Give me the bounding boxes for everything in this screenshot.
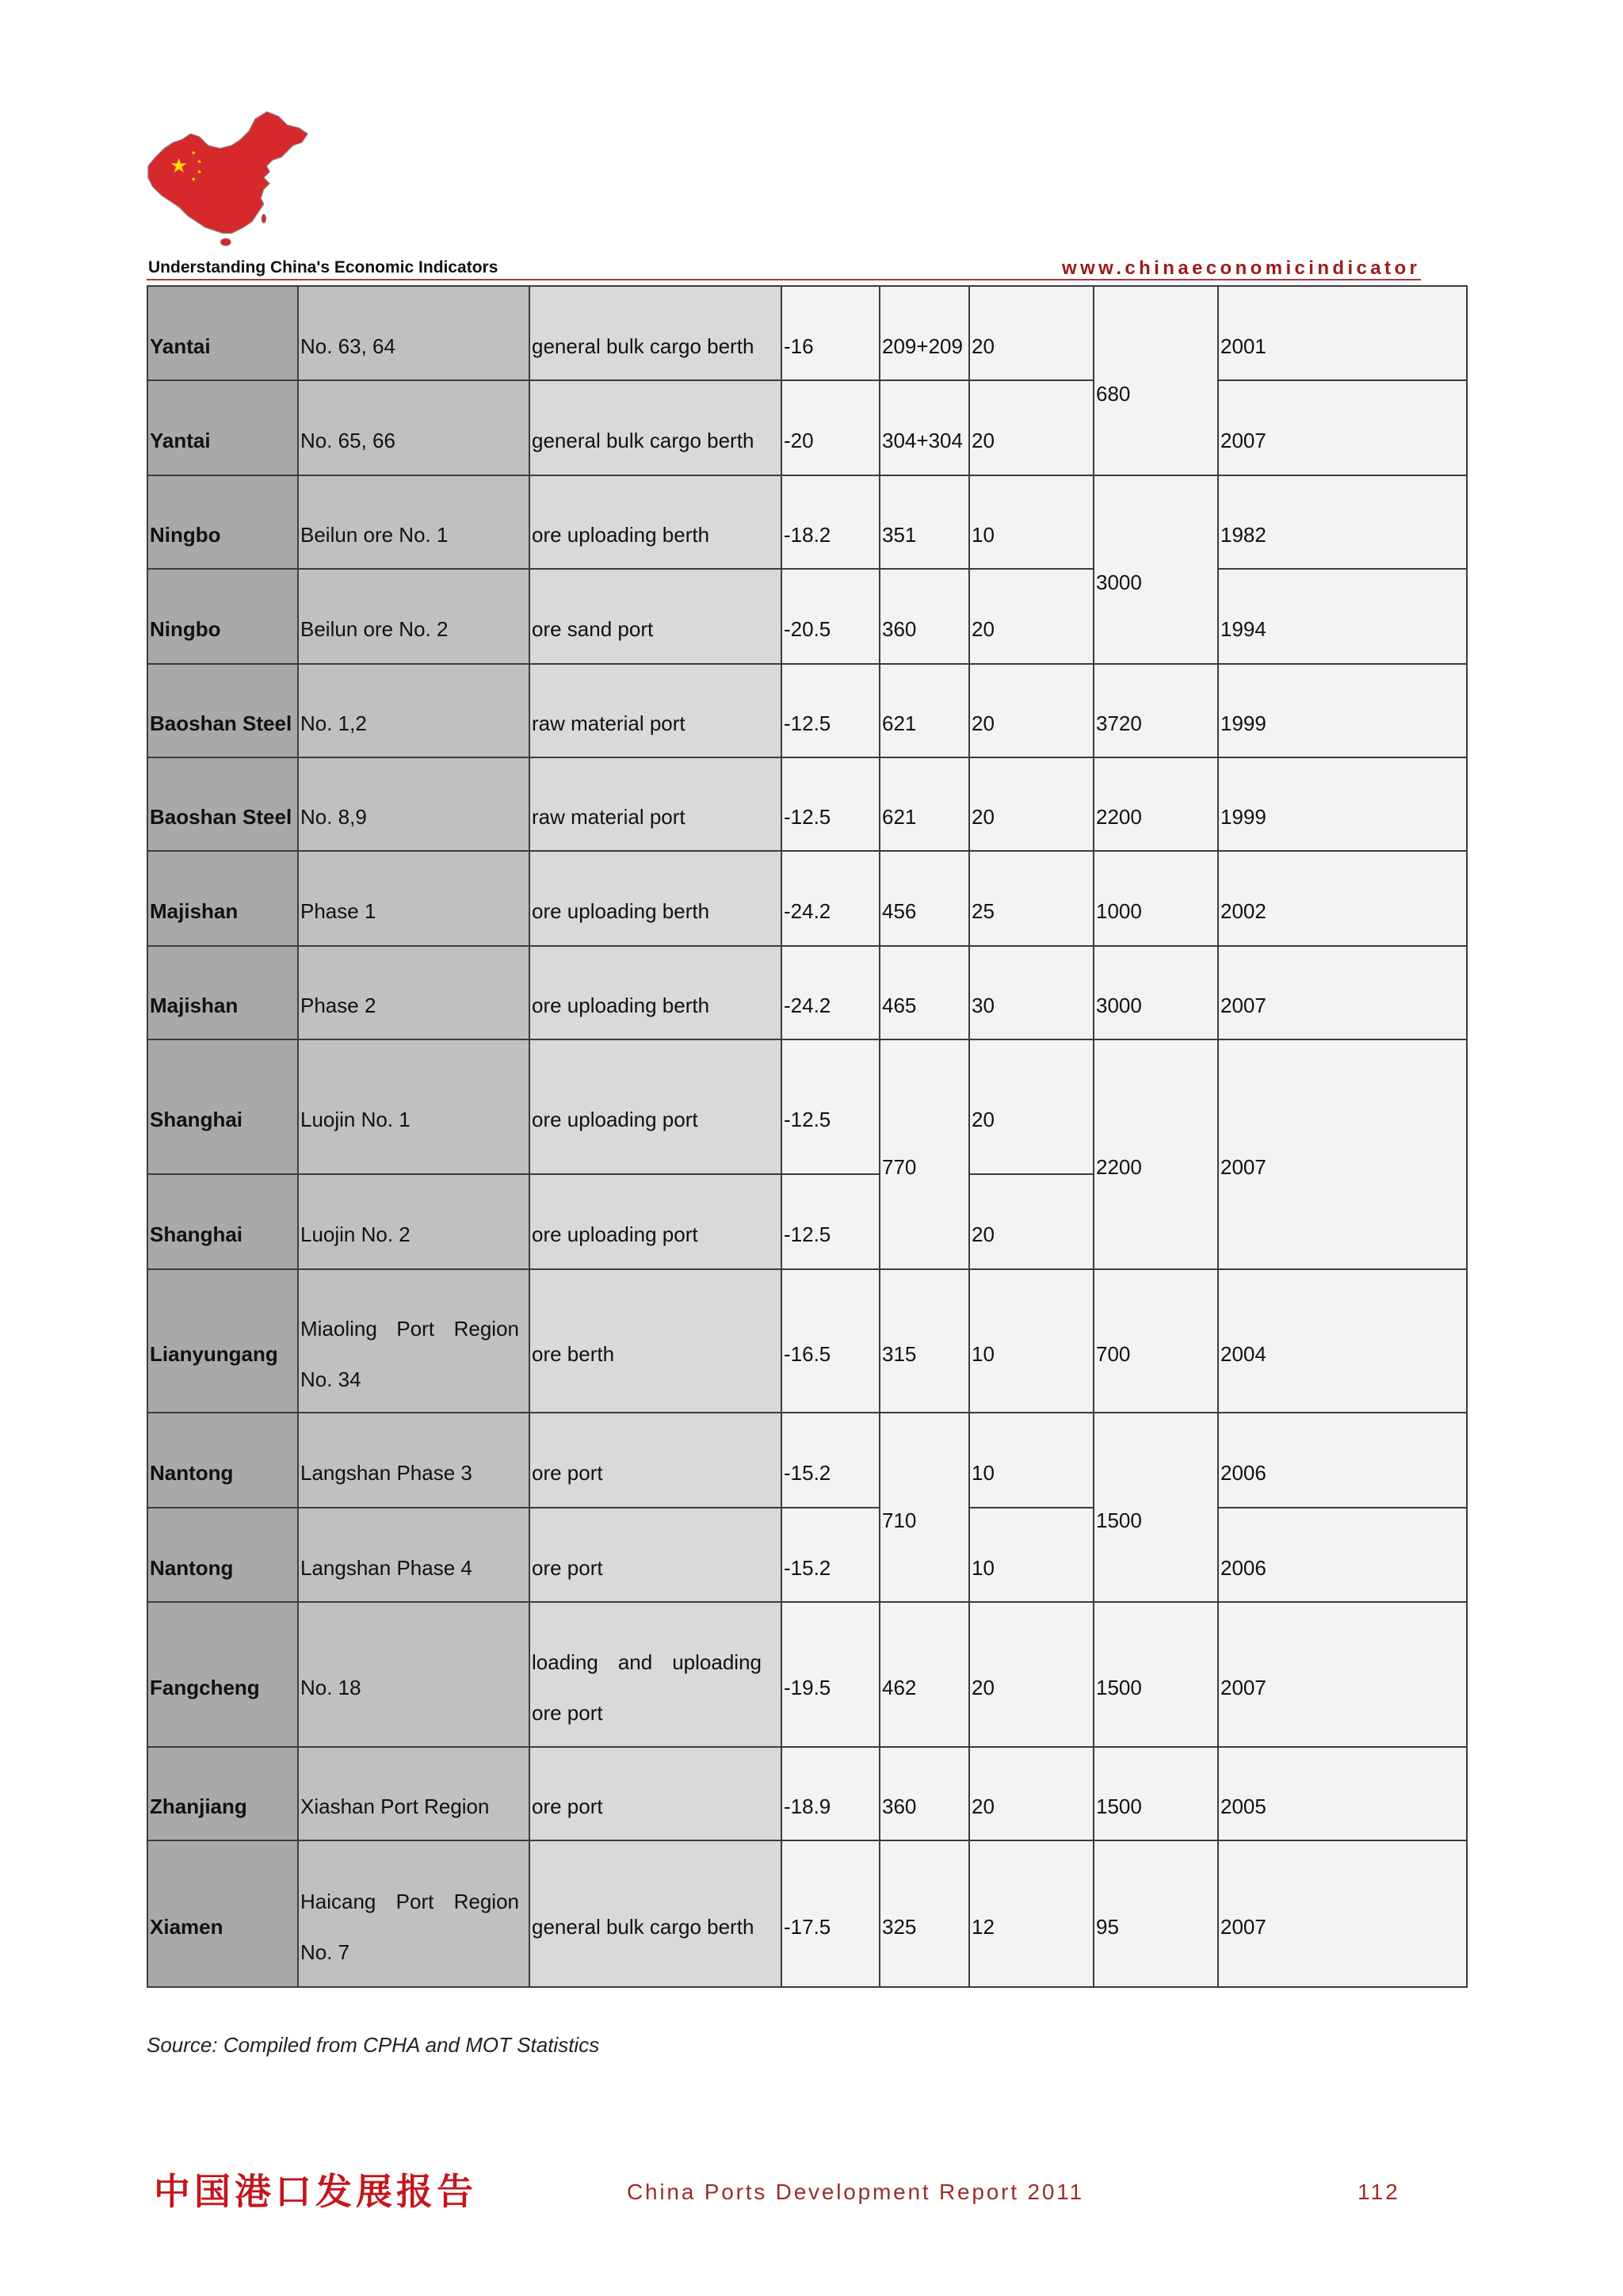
year-cell: 2007 <box>1218 946 1467 1039</box>
berth-type-cell: raw material port <box>529 757 781 851</box>
port-cell: Nantong <box>147 1413 298 1508</box>
tonnage-cell: 20 <box>969 757 1094 851</box>
length-cell: 360 <box>880 569 969 664</box>
tonnage-cell: 10 <box>969 1269 1094 1413</box>
berth-name-cell: No. 8,9 <box>298 757 529 851</box>
berth-type-cell: ore berth <box>529 1269 781 1413</box>
ore-berth-table <box>147 285 1468 1988</box>
berth-name-cell: Phase 2 <box>298 946 529 1039</box>
berth-type-cell: general bulk cargo berth <box>529 286 781 380</box>
berth-name-cell: Haicang Port Region No. 7 <box>298 1840 529 1987</box>
tonnage-cell: 25 <box>969 851 1094 946</box>
header-tagline: Understanding China's Economic Indicators <box>148 258 498 277</box>
year-cell: 2006 <box>1218 1413 1467 1508</box>
depth-cell: -20.5 <box>781 569 880 664</box>
capacity-cell: 2200 <box>1094 757 1218 851</box>
berth-type-cell: ore port <box>529 1747 781 1840</box>
berth-type-cell: general bulk cargo berth <box>529 380 781 475</box>
berth-type-cell: loading and uploading ore port <box>529 1602 781 1747</box>
table-row <box>147 851 1467 946</box>
year-cell: 2007 <box>1218 1840 1467 1987</box>
year-cell: 2007 <box>1218 380 1467 475</box>
berth-name-cell: Miaoling Port Region No. 34 <box>298 1269 529 1413</box>
depth-cell: -15.2 <box>781 1508 880 1602</box>
berth-type-cell: ore sand port <box>529 569 781 664</box>
china-mainland-shape <box>148 112 307 233</box>
port-cell: Shanghai <box>147 1174 298 1269</box>
depth-cell: -12.5 <box>781 1174 880 1269</box>
berth-type-cell: raw material port <box>529 664 781 757</box>
berth-name-cell: Phase 1 <box>298 851 529 946</box>
footer-title: China Ports Development Report 2011 <box>627 2180 1084 2204</box>
depth-cell: -20 <box>781 380 880 475</box>
year-cell: 2007 <box>1218 1602 1467 1747</box>
berth-type-cell: ore uploading port <box>529 1039 781 1174</box>
table-row <box>147 1413 1467 1508</box>
depth-cell: -18.9 <box>781 1747 880 1840</box>
capacity-cell: 1500 <box>1094 1602 1218 1747</box>
capacity-cell: 3720 <box>1094 664 1218 757</box>
tonnage-cell: 10 <box>969 475 1094 569</box>
table-row <box>147 1039 1467 1174</box>
port-cell: Ningbo <box>147 569 298 664</box>
year-cell: 2007 <box>1218 1039 1467 1269</box>
berth-name-cell: No. 18 <box>298 1602 529 1747</box>
depth-cell: -12.5 <box>781 664 880 757</box>
length-cell: 621 <box>880 757 969 851</box>
taiwan-island-shape <box>262 214 266 223</box>
berth-type-cell: ore uploading port <box>529 1174 781 1269</box>
berth-type-cell: ore uploading berth <box>529 946 781 1039</box>
year-cell: 1982 <box>1218 475 1467 569</box>
berth-name-cell: Luojin No. 2 <box>298 1174 529 1269</box>
depth-cell: -16 <box>781 286 880 380</box>
capacity-cell: 3000 <box>1094 475 1218 664</box>
berth-name-cell: Beilun ore No. 1 <box>298 475 529 569</box>
berth-name-cell: Beilun ore No. 2 <box>298 569 529 664</box>
tonnage-cell: 20 <box>969 286 1094 380</box>
length-cell: 304+304 <box>880 380 969 475</box>
length-cell: 360 <box>880 1747 969 1840</box>
table-body <box>147 286 1467 1987</box>
capacity-cell: 95 <box>1094 1840 1218 1987</box>
table-row <box>147 1840 1467 1987</box>
port-cell: Baoshan Steel <box>147 757 298 851</box>
berth-name-cell: Langshan Phase 4 <box>298 1508 529 1602</box>
berth-name-cell: No. 1,2 <box>298 664 529 757</box>
table-row <box>147 286 1467 380</box>
table-row <box>147 1602 1467 1747</box>
tonnage-cell: 12 <box>969 1840 1094 1987</box>
length-cell: 209+209 <box>880 286 969 380</box>
tonnage-cell: 20 <box>969 380 1094 475</box>
year-cell: 2005 <box>1218 1747 1467 1840</box>
table-row <box>147 757 1467 851</box>
length-cell: 325 <box>880 1840 969 1987</box>
berth-name-cell: Xiashan Port Region <box>298 1747 529 1840</box>
depth-cell: -18.2 <box>781 475 880 569</box>
header-website: www.chinaeconomicindicator <box>1062 257 1421 279</box>
hainan-island-shape <box>220 238 231 246</box>
port-cell: Majishan <box>147 851 298 946</box>
table-row <box>147 1508 1467 1602</box>
table-row <box>147 380 1467 475</box>
depth-cell: -24.2 <box>781 946 880 1039</box>
port-cell: Nantong <box>147 1508 298 1602</box>
table-row <box>147 475 1467 569</box>
length-cell: 315 <box>880 1269 969 1413</box>
table-row <box>147 569 1467 664</box>
source-note: Source: Compiled from CPHA and MOT Statistics <box>147 2033 600 2057</box>
china-map-icon <box>147 110 311 250</box>
port-cell: Zhanjiang <box>147 1747 298 1840</box>
capacity-cell: 700 <box>1094 1269 1218 1413</box>
year-cell: 1999 <box>1218 664 1467 757</box>
tonnage-cell: 20 <box>969 664 1094 757</box>
port-cell: Ningbo <box>147 475 298 569</box>
table-row <box>147 946 1467 1039</box>
tonnage-cell: 20 <box>969 569 1094 664</box>
capacity-cell: 2200 <box>1094 1039 1218 1269</box>
capacity-cell: 1500 <box>1094 1413 1218 1602</box>
capacity-cell: 1000 <box>1094 851 1218 946</box>
port-cell: Majishan <box>147 946 298 1039</box>
capacity-cell: 3000 <box>1094 946 1218 1039</box>
year-cell: 2004 <box>1218 1269 1467 1413</box>
berth-type-cell: ore uploading berth <box>529 475 781 569</box>
depth-cell: -12.5 <box>781 1039 880 1174</box>
table-row <box>147 1747 1467 1840</box>
tonnage-cell: 20 <box>969 1039 1094 1174</box>
berth-type-cell: ore port <box>529 1508 781 1602</box>
length-cell: 462 <box>880 1602 969 1747</box>
tonnage-cell: 30 <box>969 946 1094 1039</box>
year-cell: 1999 <box>1218 757 1467 851</box>
berth-type-cell: ore uploading berth <box>529 851 781 946</box>
berth-type-cell: general bulk cargo berth <box>529 1840 781 1987</box>
tonnage-cell: 20 <box>969 1174 1094 1269</box>
tonnage-cell: 20 <box>969 1602 1094 1747</box>
port-cell: Shanghai <box>147 1039 298 1174</box>
berth-type-cell: ore port <box>529 1413 781 1508</box>
depth-cell: -15.2 <box>781 1413 880 1508</box>
depth-cell: -12.5 <box>781 757 880 851</box>
tonnage-cell: 10 <box>969 1413 1094 1508</box>
capacity-cell: 680 <box>1094 286 1218 475</box>
table-row <box>147 1269 1467 1413</box>
port-cell: Xiamen <box>147 1840 298 1987</box>
footer-title-chinese: 中国港口发展报告 <box>154 2170 477 2213</box>
year-cell: 2006 <box>1218 1508 1467 1602</box>
berth-name-cell: Luojin No. 1 <box>298 1039 529 1174</box>
depth-cell: -24.2 <box>781 851 880 946</box>
berth-name-cell: No. 65, 66 <box>298 380 529 475</box>
length-cell: 465 <box>880 946 969 1039</box>
port-cell: Yantai <box>147 286 298 380</box>
tonnage-cell: 20 <box>969 1747 1094 1840</box>
page-number: 112 <box>1358 2180 1400 2204</box>
year-cell: 1994 <box>1218 569 1467 664</box>
berth-name-cell: No. 63, 64 <box>298 286 529 380</box>
depth-cell: -19.5 <box>781 1602 880 1747</box>
year-cell: 2002 <box>1218 851 1467 946</box>
length-cell: 621 <box>880 664 969 757</box>
depth-cell: -16.5 <box>781 1269 880 1413</box>
length-cell: 351 <box>880 475 969 569</box>
port-cell: Lianyungang <box>147 1269 298 1413</box>
capacity-cell: 1500 <box>1094 1747 1218 1840</box>
header-divider <box>147 279 1421 280</box>
length-cell: 770 <box>880 1039 969 1269</box>
year-cell: 2001 <box>1218 286 1467 380</box>
depth-cell: -17.5 <box>781 1840 880 1987</box>
table-row <box>147 664 1467 757</box>
port-cell: Yantai <box>147 380 298 475</box>
port-cell: Baoshan Steel <box>147 664 298 757</box>
port-cell: Fangcheng <box>147 1602 298 1747</box>
length-cell: 456 <box>880 851 969 946</box>
berth-name-cell: Langshan Phase 3 <box>298 1413 529 1508</box>
tonnage-cell: 10 <box>969 1508 1094 1602</box>
length-cell: 710 <box>880 1413 969 1602</box>
